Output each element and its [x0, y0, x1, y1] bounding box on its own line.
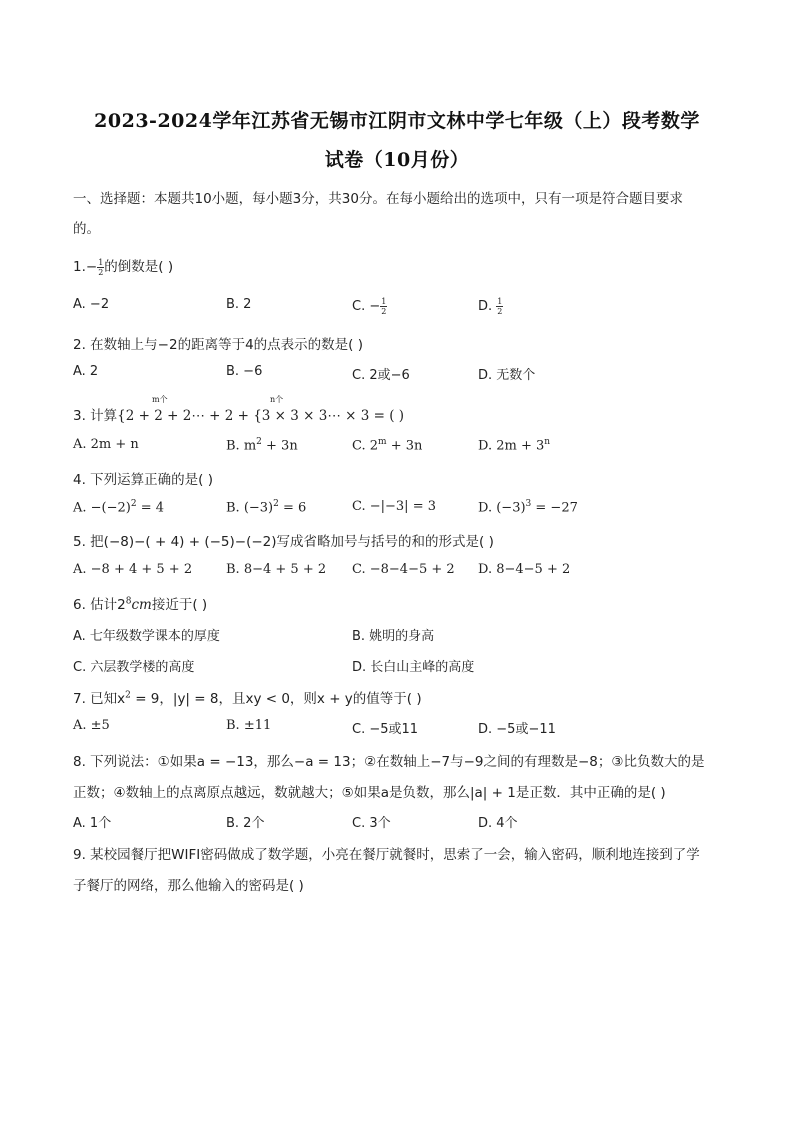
section-heading-line2: 的。	[73, 221, 100, 237]
question-7-option-c: C. −5或11	[352, 722, 419, 737]
question-3-option-c: C. $2^m + 3n$	[352, 437, 423, 454]
question-3-option-d: D. $2m + 3^n$	[478, 437, 551, 454]
question-6-option-a: A. 七年级数学课本的厚度	[73, 629, 220, 644]
question-1-option-c: C. − $\frac{1}{2}$	[352, 297, 387, 316]
question-4-stem: 4. 下列运算正确的是( )	[73, 472, 213, 488]
question-5-stem: 5. 把(−8)−( + 4) + (−5)−(−2)写成省略加号与括号的和的形式是( )	[73, 534, 494, 550]
question-5-option-b: B. 8−4 + 5 + 2	[226, 562, 327, 577]
question-8-option-b: B. 2个	[226, 816, 265, 831]
question-5-option-d: D. 8−4−5 + 2	[478, 562, 571, 577]
question-1-option-a: A. −2	[73, 297, 110, 312]
question-6-option-b: B. 姚明的身高	[352, 629, 435, 644]
question-6-option-c: C. 六层教学楼的高度	[73, 660, 195, 675]
question-3-option-a: A. 2m + n	[73, 437, 139, 452]
question-4-option-d: D. $(-3)^3 = -27$	[478, 499, 578, 516]
question-4-option-a: A. $-(-2)^2 = 4$	[73, 499, 165, 516]
question-6-stem: 6. 估计$2^8cm$接近于( )	[73, 596, 208, 613]
question-7-stem: 7. 已知$x^2 = 9$，|y| = 8，且xy < 0，则x + y的值等于( )	[73, 690, 422, 707]
question-9-stem-line1: 9. 某校园餐厅把WIFI密码做成了数学题，小亮在餐厅就餐时，思索了一会，输入密码，顺利地连接到了学	[73, 847, 700, 863]
exam-title-line2: 试卷（10月份）	[324, 149, 470, 171]
question-9-stem-line2: 子餐厅的网络，那么他输入的密码是( )	[73, 878, 304, 894]
question-8-option-d: D. 4个	[478, 816, 518, 831]
question-7-option-b: B. ±11	[226, 718, 272, 733]
question-1-option-d: D. $\frac{1}{2}$	[478, 297, 503, 316]
question-3-stem: 3. 计算{2 + 2 + 2⋯ + 2 + {3 × 3 × 3⋯ × 3 = ( )	[73, 408, 405, 424]
question-1-number: 1.	[73, 259, 86, 275]
question-2-option-a: A. 2	[73, 364, 99, 379]
question-2-option-b: B. −6	[226, 364, 263, 379]
question-3-label-n: n个	[270, 395, 284, 404]
question-2-option-d: D. 无数个	[478, 368, 536, 383]
question-8-option-c: C. 3个	[352, 816, 391, 831]
question-6-option-d: D. 长白山主峰的高度	[352, 660, 475, 675]
question-8-option-a: A. 1个	[73, 816, 112, 831]
question-8-stem-line1: 8. 下列说法：①如果a = −13，那么−a = 13；②在数轴上−7与−9之间的有理数是−8；③比负数大的是	[73, 754, 705, 770]
question-1-option-b: B. 2	[226, 297, 252, 312]
question-2-option-c: C. 2或−6	[352, 368, 410, 383]
question-4-option-c: C. −|−3| = 3	[352, 499, 436, 514]
question-4-option-b: B. $(-3)^2 = 6$	[226, 499, 307, 516]
question-5-option-c: C. −8−4−5 + 2	[352, 562, 455, 577]
question-1-fraction: $\frac{1}{2}$	[98, 257, 104, 277]
question-7-option-a: A. ±5	[73, 718, 110, 733]
section-heading-line1: 一、选择题：本题共10小题，每小题3分，共30分。在每小题给出的选项中，只有一项是符合题目要求	[73, 191, 683, 207]
question-2-stem: 2. 在数轴上与−2的距离等于4的点表示的数是( )	[73, 337, 363, 353]
question-5-option-a: A. −8 + 4 + 5 + 2	[73, 562, 193, 577]
question-1-text: 的倒数是( )	[104, 259, 174, 275]
question-8-stem-line2: 正数；④数轴上的点离原点越远，数就越大；⑤如果a是负数，那么|a| + 1是正数．其中正确的是( )	[73, 785, 666, 801]
question-3-option-b: B. $m^2 + 3n$	[226, 437, 298, 454]
question-1-stem: 1.− $\frac{1}{2}$ 的倒数是( )	[73, 257, 174, 277]
question-7-option-d: D. −5或−11	[478, 722, 556, 737]
exam-title-line1: 2023-2024学年江苏省无锡市江阴市文林中学七年级（上）段考数学	[94, 110, 700, 132]
question-3-label-m: m个	[152, 395, 168, 404]
